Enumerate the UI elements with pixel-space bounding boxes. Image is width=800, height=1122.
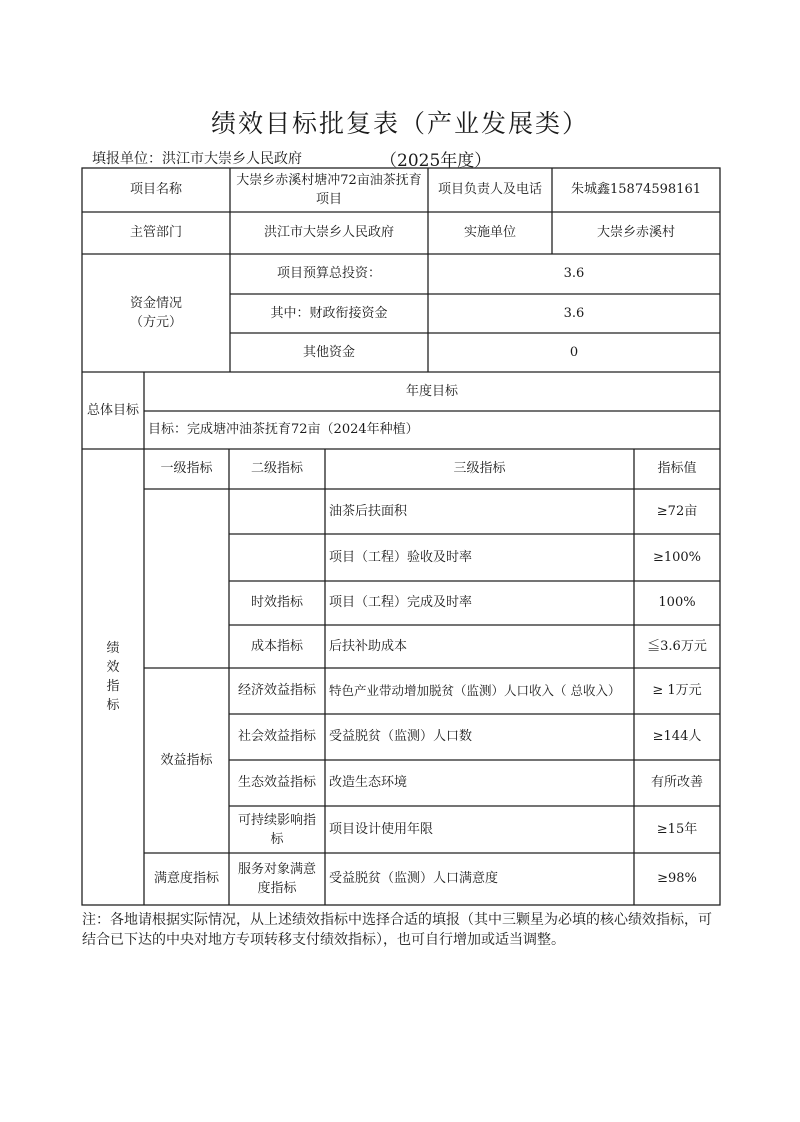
perf-row-6-value: 有所改善 [650, 775, 703, 790]
funds-other-label: 其他资金 [302, 344, 355, 360]
header-level1: 一级指标 [160, 461, 213, 476]
project-name-value: 大崇乡赤溪村塘冲72亩油茶抚育 项目 [236, 173, 422, 207]
contact-label: 项目负责人及电话 [437, 182, 542, 197]
perf-row-7-level2: 可持续影响指 标 [237, 812, 316, 847]
dept-value: 洪江市大崇乡人民政府 [263, 225, 394, 240]
perf-row-2-level2: 时效指标 [250, 595, 303, 610]
funds-label: 资金情况 （方元） [129, 296, 182, 330]
perf-row-4-level2: 经济效益指标 [237, 683, 316, 698]
funds-total-label: 项目预算总投资： [276, 266, 381, 281]
perf-row-8-level2: 服务对象满意 度指标 [237, 862, 316, 896]
funds-fiscal-value: 3.6 [563, 305, 585, 321]
annual-goal-text: 目标：完成塘冲油茶抚育72亩（2024年种植） [148, 422, 419, 437]
perf-row-3-value: ≦3.6万元 [647, 638, 707, 654]
year-label: （2025年度） [380, 151, 492, 171]
perf-row-8-value: ≥98% [657, 871, 697, 886]
perf-row-3-level2: 成本指标 [250, 638, 303, 654]
perf-row-4-value: ≥ 1万元 [652, 683, 702, 698]
contact-value: 朱城鑫15874598161 [571, 182, 701, 197]
dept-label: 主管部门 [129, 225, 182, 240]
fill-unit: 填报单位：洪江市大崇乡人民政府 [92, 151, 302, 167]
perf-row-6-level2: 生态效益指标 [237, 775, 316, 790]
perf-row-0-level3: 油茶后扶面积 [329, 503, 408, 519]
header-level2: 二级指标 [250, 461, 303, 476]
perf-row-2-value: 100% [658, 595, 696, 610]
header-value: 指标值 [657, 461, 697, 476]
funds-fiscal-label: 其中：财政衔接资金 [270, 305, 388, 321]
impl-value: 大崇乡赤溪村 [596, 225, 675, 240]
perf-label: 绩 效 指 标 [106, 641, 120, 713]
header-level3: 三级指标 [453, 461, 506, 476]
perf-row-5-value: ≥144人 [652, 729, 702, 744]
impl-label: 实施单位 [463, 225, 516, 240]
footnote: 注：各地请根据实际情况，从上述绩效指标中选择合适的填报（其中三颗星为必填的核心绩效指标，可结合已下达的中央对地方专项转移支付绩效指标），也可自行增加或适当调整。 [82, 912, 712, 948]
perf-row-2-level3: 项目（工程）完成及时率 [329, 595, 473, 610]
annual-goal-header: 年度目标 [405, 383, 458, 399]
perf-row-1-value: ≥100% [652, 549, 702, 565]
level1-satisfaction: 满意度指标 [153, 871, 219, 886]
perf-row-4-level3: 特色产业带动增加脱贫（监测）人口收入（ 总收入） [329, 683, 621, 698]
page-title: 绩效目标批复表（产业发展类） [210, 109, 589, 138]
perf-row-0-value: ≥72亩 [656, 503, 698, 519]
project-name-label: 项目名称 [129, 182, 182, 197]
perf-row-1-level3: 项目（工程）验收及时率 [329, 549, 473, 565]
perf-row-7-value: ≥15年 [656, 821, 698, 837]
overall-goal-label: 总体目标 [86, 402, 139, 418]
perf-row-7-level3: 项目设计使用年限 [329, 821, 434, 837]
funds-total-value: 3.6 [563, 266, 585, 281]
perf-row-8-level3: 受益脱贫（监测）人口满意度 [329, 871, 499, 886]
perf-row-5-level2: 社会效益指标 [237, 729, 316, 744]
funds-other-value: 0 [569, 344, 579, 360]
perf-row-3-level3: 后扶补助成本 [329, 638, 408, 654]
perf-row-6-level3: 改造生态环境 [329, 775, 408, 790]
perf-row-5-level3: 受益脱贫（监测）人口数 [329, 729, 473, 744]
level1-benefit: 效益指标 [160, 752, 213, 768]
